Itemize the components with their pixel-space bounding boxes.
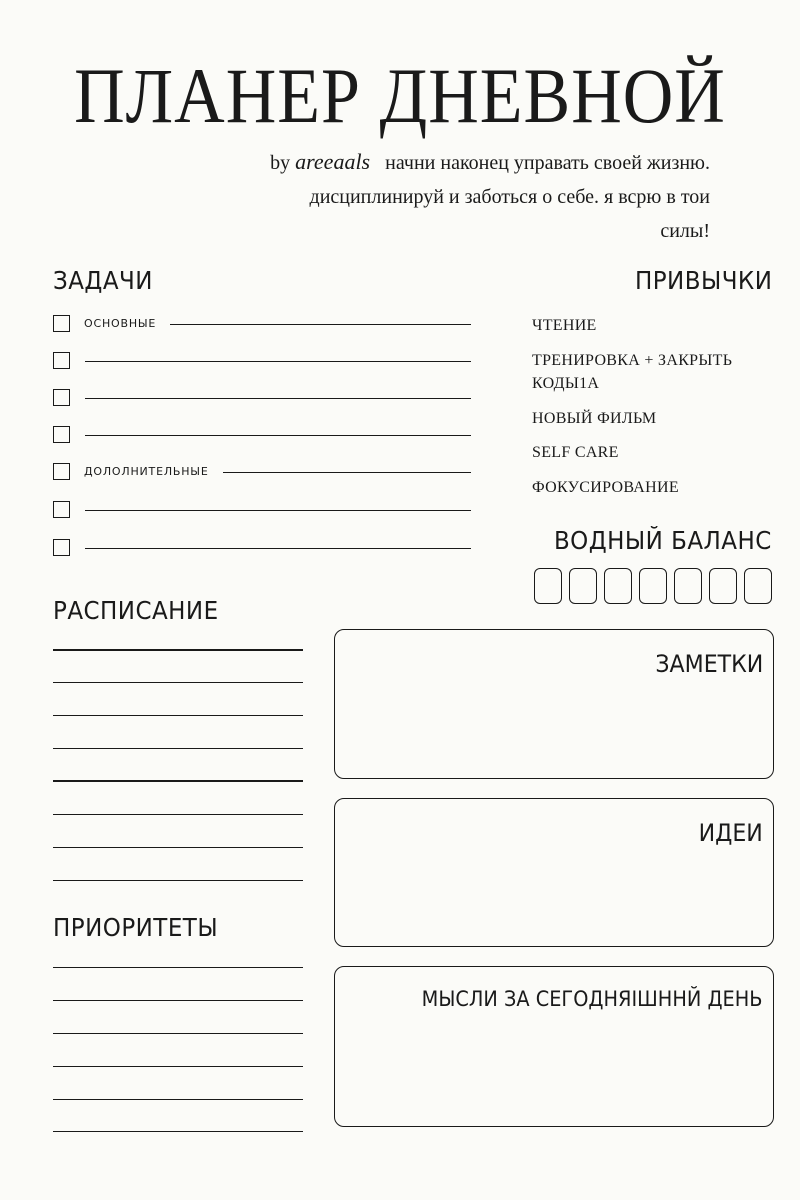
schedule-line[interactable] xyxy=(53,715,303,716)
priority-line[interactable] xyxy=(53,1000,303,1001)
tagline-text-1: начни наконец управать своей жизню. xyxy=(385,152,710,174)
ideas-title: ИДЕИ xyxy=(698,819,763,847)
water-title: ВОДНЫЙ БАЛАНС xyxy=(554,526,772,555)
task-checkbox[interactable] xyxy=(53,426,70,443)
ideas-panel[interactable] xyxy=(334,798,774,947)
water-glass-cell[interactable] xyxy=(604,568,632,604)
task-line[interactable] xyxy=(85,510,471,511)
schedule-line[interactable] xyxy=(53,682,303,683)
water-glass-cell[interactable] xyxy=(709,568,737,604)
task-line[interactable] xyxy=(85,548,471,549)
priority-line[interactable] xyxy=(53,967,303,968)
schedule-line[interactable] xyxy=(53,748,303,749)
tagline-line-3: силы! xyxy=(660,220,710,242)
notes-panel[interactable] xyxy=(334,629,774,779)
task-label-main: ОСНОВНЫЕ xyxy=(84,316,157,330)
priority-line[interactable] xyxy=(53,1099,303,1100)
tasks-title: ЗАДАЧИ xyxy=(53,266,153,295)
tagline-line-2: дисциплинируй и заботься о себе. я всрю в тои xyxy=(309,186,710,208)
habit-item[interactable]: ЧТЕНИЕ xyxy=(532,317,597,334)
tagline-line-1 xyxy=(110,145,710,180)
schedule-line[interactable] xyxy=(53,847,303,848)
priority-line[interactable] xyxy=(53,1066,303,1067)
task-checkbox[interactable] xyxy=(53,389,70,406)
priorities-title: ПРИОРИТЕТЫ xyxy=(53,913,219,942)
task-row xyxy=(53,535,471,559)
notes-title: ЗАМЕТКИ xyxy=(655,650,763,678)
schedule-line[interactable] xyxy=(53,814,303,815)
author-name: areeaals xyxy=(295,149,371,174)
schedule-line[interactable] xyxy=(53,780,303,782)
schedule-line[interactable] xyxy=(53,880,303,881)
water-glass-cell[interactable] xyxy=(744,568,772,604)
task-row-extra xyxy=(53,459,471,483)
water-tracker xyxy=(534,568,772,604)
task-checkbox[interactable] xyxy=(53,539,70,556)
task-line[interactable] xyxy=(223,472,471,473)
task-row-main xyxy=(53,311,471,335)
task-line[interactable] xyxy=(85,435,471,436)
task-row xyxy=(53,385,471,409)
task-checkbox[interactable] xyxy=(53,463,70,480)
habit-item[interactable]: ТРЕНИРОВКА + ЗАКРЫТЬ КОДЫ1А xyxy=(532,352,733,392)
task-row xyxy=(53,348,471,372)
thoughts-title: МЫСЛИ ЗА СЕГОДНЯІШННЙ ДЕНЬ xyxy=(422,987,763,1011)
water-glass-cell[interactable] xyxy=(534,568,562,604)
thoughts-panel[interactable] xyxy=(334,966,774,1127)
priority-line[interactable] xyxy=(53,1033,303,1034)
water-glass-cell[interactable] xyxy=(569,568,597,604)
by-word: by xyxy=(270,152,291,174)
task-checkbox[interactable] xyxy=(53,352,70,369)
task-line[interactable] xyxy=(85,361,471,362)
habit-item[interactable]: ФОКУСИРОВАНИЕ xyxy=(532,479,679,496)
habits-title: ПРИВЫЧКИ xyxy=(634,266,772,295)
task-checkbox[interactable] xyxy=(53,315,70,332)
page-title: ПЛАНЕР ДНЕВНОЙ xyxy=(74,53,726,140)
schedule-title: РАСПИСАНИЕ xyxy=(53,596,219,625)
schedule-line[interactable] xyxy=(53,649,303,651)
priority-line[interactable] xyxy=(53,1131,303,1132)
task-line[interactable] xyxy=(170,324,471,325)
task-checkbox[interactable] xyxy=(53,501,70,518)
water-glass-cell[interactable] xyxy=(674,568,702,604)
task-label-extra: ДОЛОЛНИТЕЛЬНЫЕ xyxy=(84,464,209,478)
water-glass-cell[interactable] xyxy=(639,568,667,604)
habit-item[interactable]: SELF CARE xyxy=(532,444,619,461)
habit-item[interactable]: НОВЫЙ ФИЛЬМ xyxy=(532,410,657,427)
task-line[interactable] xyxy=(85,398,471,399)
tagline xyxy=(110,145,710,248)
task-row xyxy=(53,422,471,446)
task-row xyxy=(53,497,471,521)
